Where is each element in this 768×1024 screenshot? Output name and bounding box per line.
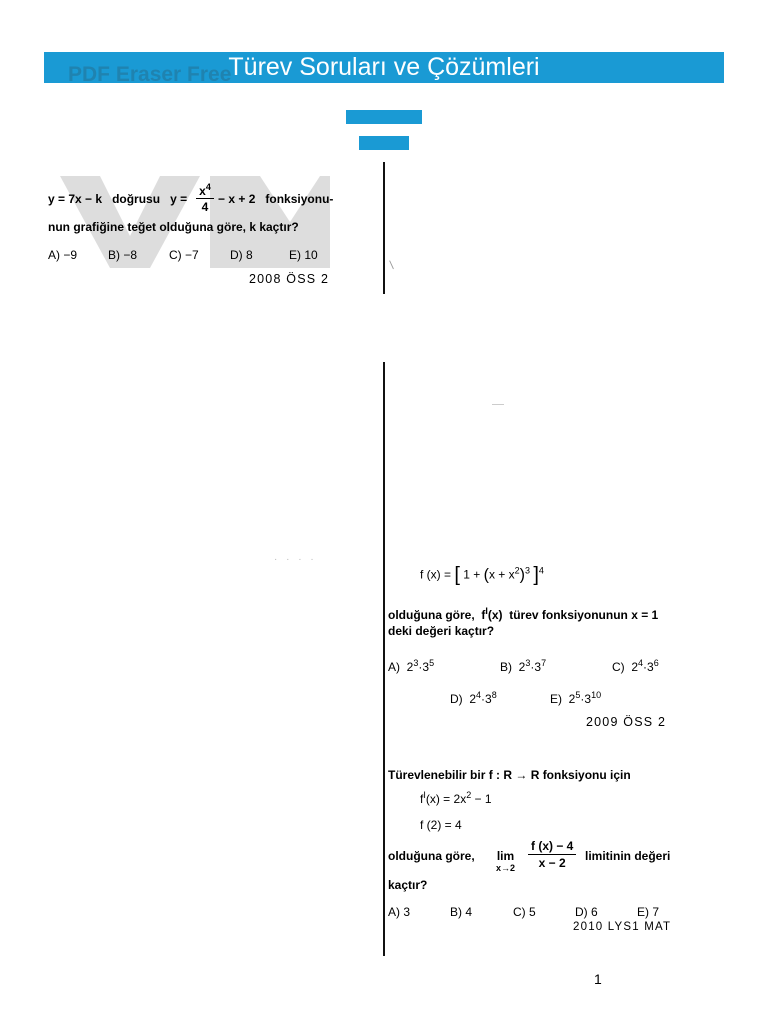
q3-cond1-lhs: f xyxy=(420,792,424,806)
q3-choice-a[interactable]: A) 3 xyxy=(388,905,411,919)
stray-mark-2 xyxy=(492,404,504,405)
q1-frac-den: 4 xyxy=(201,200,209,214)
column-divider-bottom xyxy=(383,362,385,956)
q1-fn-suffix: − x + 2 xyxy=(218,192,256,206)
q2-choice-e-b2: 3 xyxy=(584,692,592,706)
q3-lim: lim xyxy=(496,849,515,863)
decorative-bar-bottom xyxy=(359,136,409,150)
q2-choice-c-label: C) xyxy=(612,660,625,674)
q2-choice-c[interactable]: C) $2^4\cdot 3^6$ xyxy=(612,658,659,674)
q2-choice-b-e1: 3 xyxy=(525,658,531,668)
q3-lim-sub: x→2 xyxy=(496,863,516,873)
q2-choice-a-b1: 2 xyxy=(406,660,414,674)
stray-mark: / xyxy=(385,258,398,272)
q3-line4-pre: olduğuna göre, xyxy=(388,849,475,863)
q3-line1: Türevlenebilir bir f : R → R fonksiyonu için xyxy=(388,768,631,782)
q3-cond1-mid: (x) = 2x xyxy=(425,792,467,806)
q2-choice-d-b1: 2 xyxy=(469,692,477,706)
q3-choice-e[interactable]: E) 7 xyxy=(637,905,660,919)
q2-choice-e-e2: 10 xyxy=(591,690,602,700)
q2-choice-e-e1: 5 xyxy=(575,690,581,700)
q1-fraction xyxy=(196,180,214,215)
q2-line3: deki değeri kaçtır? xyxy=(388,624,495,638)
q2-choice-d-b2: 3 xyxy=(485,692,492,706)
q1-fn-prefix: y = xyxy=(170,192,188,206)
q3-fraction xyxy=(528,838,576,871)
q2-choice-e-label: E) xyxy=(550,692,562,706)
q2-formula-prefix: f (x) = xyxy=(420,567,452,582)
q1-choice-a[interactable]: A) −9 xyxy=(48,248,78,262)
q3-condition-2: f (2) = 4 xyxy=(420,818,462,832)
question-3 xyxy=(388,766,728,941)
q2-choice-d-e1: 4 xyxy=(476,690,482,700)
q2-choice-b-e2: 7 xyxy=(541,658,547,668)
q2-choice-a[interactable]: A) $2^3\cdot 3^5$ xyxy=(388,658,435,674)
q2-choice-a-b2: 3 xyxy=(422,660,430,674)
q2-choice-a-e1: 3 xyxy=(413,658,419,668)
q3-choice-d[interactable]: D) 6 xyxy=(575,905,598,919)
q2-fprime-mark: I xyxy=(485,606,488,616)
q1-frac-num: x xyxy=(199,184,206,198)
q3-source: 2010 LYS1 MAT xyxy=(573,921,672,933)
q3-cond1-mark: I xyxy=(423,790,426,800)
q3-line4-post: limitinin değeri xyxy=(585,849,671,863)
q3-cond1-exp: 2 xyxy=(466,790,472,800)
q3-cond1-end: − 1 xyxy=(471,792,492,806)
page-title: Türev Soruları ve Çözümleri xyxy=(228,53,540,81)
q1-frac-num-exp: 4 xyxy=(205,182,211,192)
q1-choice-c[interactable]: C) −7 xyxy=(169,248,199,262)
decorative-bar-top xyxy=(346,110,422,124)
q3-condition-1 xyxy=(420,790,492,806)
q2-choice-b-b1: 2 xyxy=(518,660,526,674)
stray-dots: · · · · xyxy=(274,554,317,565)
q2-exp-4: 4 xyxy=(538,565,544,576)
q3-frac-num: f (x) − 4 xyxy=(528,838,576,855)
q1-line-equation: y = 7x − k xyxy=(48,192,103,206)
q2-choice-c-b1: 2 xyxy=(631,660,639,674)
q1-choice-b[interactable]: B) −8 xyxy=(108,248,138,262)
column-divider-top xyxy=(383,162,385,294)
question-2 xyxy=(390,548,730,738)
q1-choice-e[interactable]: E) 10 xyxy=(289,248,318,262)
q2-line2: olduğuna göre, xyxy=(388,608,475,622)
q2-choice-b-label: B) xyxy=(500,660,512,674)
q2-choice-a-e2: 5 xyxy=(429,658,435,668)
q1-word: doğrusu xyxy=(112,192,161,206)
q3-limit xyxy=(496,849,515,873)
q1-source: 2008 ÖSS 2 xyxy=(249,272,330,286)
q3-line5: kaçtır? xyxy=(388,878,428,892)
q2-exp-2: 2 xyxy=(514,565,520,576)
q2-choice-d[interactable]: D) $2^4\cdot 3^8$ xyxy=(450,690,497,706)
q2-exp-3: 3 xyxy=(524,565,530,576)
q2-choice-c-e1: 4 xyxy=(638,658,644,668)
q2-choice-c-e2: 6 xyxy=(653,658,659,668)
q1-end: fonksiyonu- xyxy=(265,192,334,206)
q2-fprime: f xyxy=(481,608,486,622)
q2-choice-e[interactable]: E) $2^5\cdot 3^{10}$ xyxy=(550,690,602,706)
q2-formula-inner2: x + x xyxy=(488,567,515,582)
q2-choice-a-label: A) xyxy=(388,660,400,674)
q2-fprime-arg: (x) xyxy=(487,608,503,622)
q2-choice-b[interactable]: B) $2^3\cdot 3^7$ xyxy=(500,658,547,674)
q1-line2: nun grafiğine teğet olduğuna göre, k kaçtır? xyxy=(48,220,299,234)
q1-choice-d[interactable]: D) 8 xyxy=(230,248,253,262)
q2-choice-c-b2: 3 xyxy=(647,660,654,674)
q2-formula: f (x) = [ $1 + (x + x^2)^3$ ]$^4$ xyxy=(420,564,544,586)
q3-choice-c[interactable]: C) 5 xyxy=(513,905,536,919)
q2-choice-d-label: D) xyxy=(450,692,463,706)
page-number: 1 xyxy=(594,971,602,987)
q2-choice-b-b2: 3 xyxy=(534,660,542,674)
q2-line2-rest: türev fonksiyonunun x = 1 xyxy=(509,608,659,622)
watermark: PDF Eraser Free xyxy=(68,63,232,86)
q2-source: 2009 ÖSS 2 xyxy=(586,715,667,729)
q3-choice-b[interactable]: B) 4 xyxy=(450,905,473,919)
q2-choice-d-e2: 8 xyxy=(491,690,497,700)
q2-formula-inner: 1 + xyxy=(463,567,481,582)
q3-frac-den: x − 2 xyxy=(538,856,566,870)
q2-choice-e-b1: 2 xyxy=(568,692,576,706)
